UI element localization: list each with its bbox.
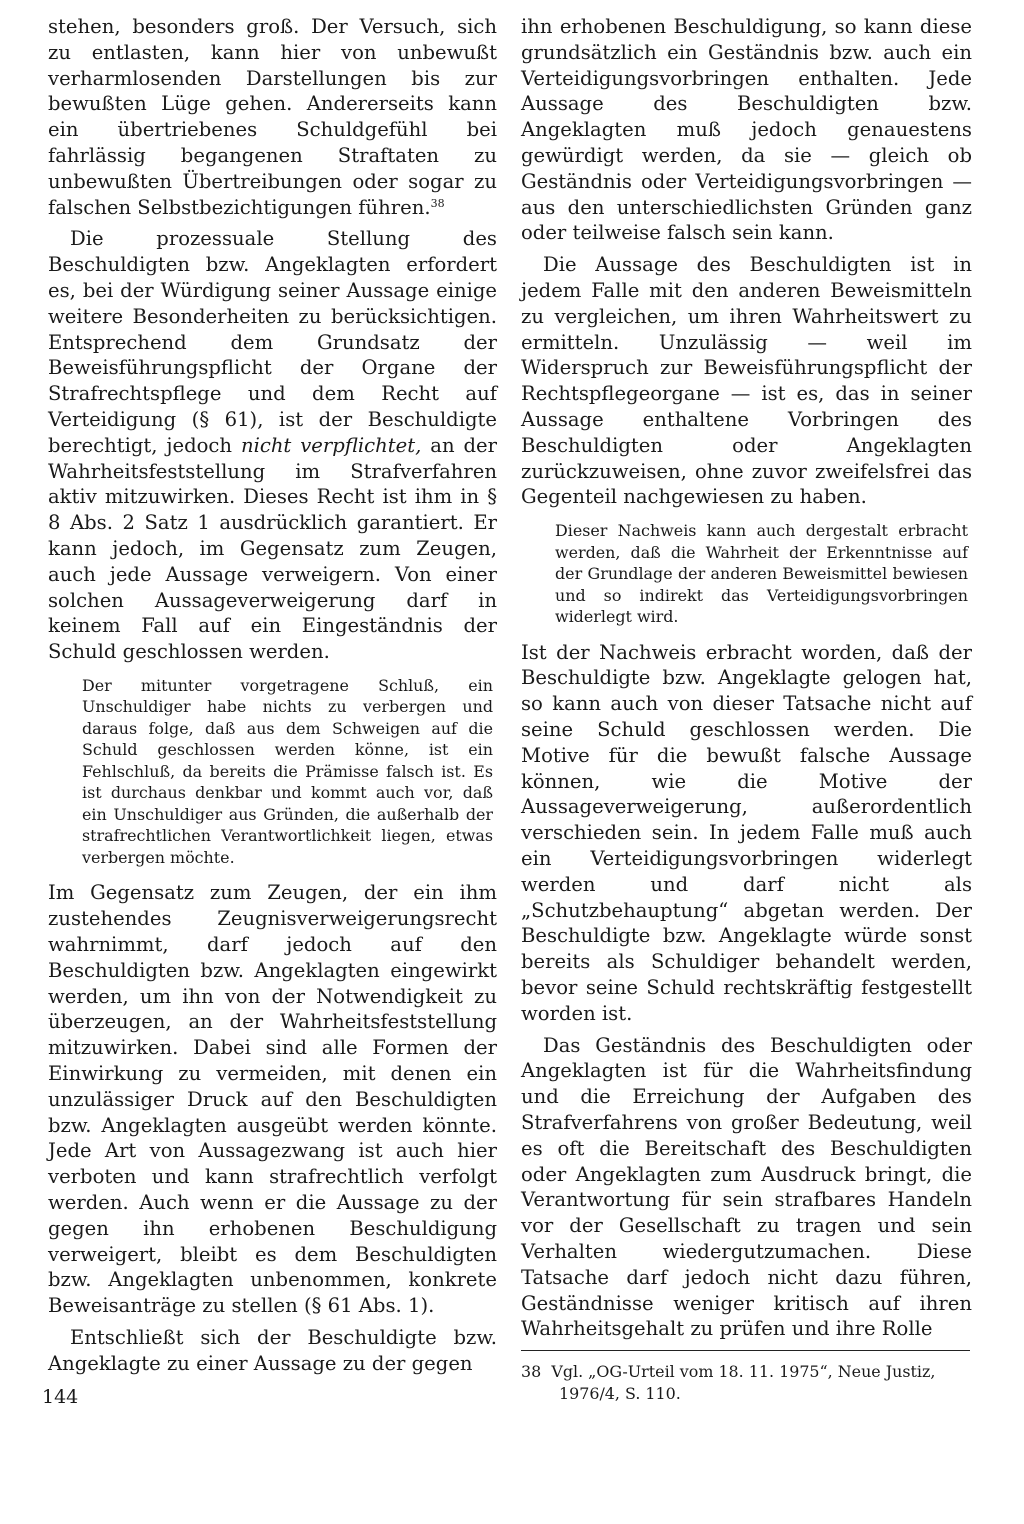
footnote-text: Vgl. „OG-Urteil vom 18. 11. 1975“, Neue Justiz, 1976/4, S. 110.	[551, 1362, 936, 1404]
paragraph: Die Aussage des Beschuldigten ist in jedem Falle mit den anderen Beweismitteln zu vergleichen, um ihren Wahrheitswert zu ermitteln. Unzulässig — weil im Widerspruch zur Beweisführungspflicht der Rechtspflegeorgane — ist es, das in seiner Aussage enthaltene Vorbringen des Beschuldigten oder Angeklagten zurückzuweisen, ohne zuvor zweifelsfrei das Gegenteil nachgewiesen zu haben.	[521, 253, 972, 509]
left-column	[48, 14, 497, 1377]
paragraph: Im Gegensatz zum Zeugen, der ein ihm zustehendes Zeugnisverweigerungsrecht wahrnimmt, darf jedoch auf den Beschuldigten bzw. Angeklagten eingewirkt werden, um ihn von der Notwendigkeit zu überzeugen, an der Wahrheitsfeststellung mitzuwirken. Dabei sind alle Formen der Einwirkung zu vermeiden, mit denen ein unzulässiger Druck auf den Beschuldigten bzw. Angeklagten ausgeübt werden könnte. Jede Art von Aussagezwang ist auch hier verboten und kann strafrechtlich verfolgt werden. Auch wenn er die Aussage zu der gegen ihn erhobenen Beschuldigung verweigert, bleibt es dem Beschuldigten bzw. Angeklagten unbenommen, konkrete Beweisanträge zu stellen (§ 61 Abs. 1).	[48, 881, 497, 1318]
paragraph: ihn erhobenen Beschuldigung, so kann diese grundsätzlich ein Geständnis bzw. auch ein Verteidigungsvorbringen enthalten. Jede Aussage des Beschuldigten bzw. Angeklagten muß jedoch genauestens gewürdigt werden, da sie — gleich ob Geständnis oder Verteidigungsvorbringen — aus den unterschiedlichsten Gründen ganz oder teilweise falsch sein kann.	[521, 15, 972, 245]
paragraph: stehen, besonders groß. Der Versuch, sich zu entlasten, kann hier von unbewußt verharmlosenden Darstellungen bis zur bewußten Lüge gehen. Andererseits kann ein übertriebenes Schuldgefühl bei fahrlässig begangenen Straftaten zu unbewußten Übertreibungen oder sogar zu falschen Selbstbezichtigungen führen.$^{38}$	[48, 15, 497, 219]
note-paragraph: Der mitunter vorgetragene Schluß, ein Unschuldiger habe nichts zu verbergen und daraus folge, daß aus dem Schweigen auf die Schuld geschlossen werden könne, ist ein Fehlschluß, da bereits die Prämisse falsch ist. Es ist durchaus denkbar und kommt auch vor, daß ein Unschuldiger aus Gründen, die außerhalb der strafrechtlichen Verantwortlichkeit liegen, etwas verbergen möchte.	[82, 675, 493, 867]
note-paragraph: Dieser Nachweis kann auch dergestalt erbracht werden, daß die Wahrheit der Erkenntnisse auf der Grundlage der anderen Beweismittel bewiesen und so indirekt das Verteidigungsvorbringen widerlegt wird.	[555, 521, 968, 627]
paragraph: Ist der Nachweis erbracht worden, daß der Beschuldigte bzw. Angeklagte gelogen hat, so kann auch von dieser Tatsache nicht auf seine Schuld geschlossen werden. Die Motive für die bewußt falsche Aussage können, wie die Motive der Aussageverweigerung, außerordentlich verschieden sein. In jedem Falle muß auch ein Verteidigungsvorbringen widerlegt werden und darf nicht als „Schutzbehauptung“ abgetan werden. Der Beschuldigte bzw. Angeklagte würde sonst bereits als Schuldiger behandelt werden, bevor seine Schuld rechtskräftig festgestellt worden ist.	[521, 640, 972, 1025]
paragraph: Das Geständnis des Beschuldigten oder Angeklagten ist für die Wahrheitsfindung und die Erreichung der Aufgaben des Strafverfahrens von großer Bedeutung, weil es oft die Bereitschaft des Beschuldigten oder Angeklagten zum Ausdruck bringt, die Verantwortung für sein strafbares Handeln vor der Gesellschaft zu tragen und sein Verhalten wiedergutzumachen. Diese Tatsache darf jedoch nicht dazu führen, Geständnisse weniger kritisch auf ihren Wahrheitsgehalt zu prüfen und ihre Rolle	[521, 1033, 972, 1341]
footnote-number: 38	[521, 1362, 542, 1382]
page-number: 144	[42, 1386, 79, 1408]
footnote-divider	[521, 1350, 970, 1351]
paragraph: Die prozessuale Stellung des Beschuldigten bzw. Angeklagten erfordert es, bei der Würdigung seiner Aussage einige weitere Besonderheiten zu berücksichtigen. Entsprechend dem Grundsatz der Beweisführungspflicht der Organe der Strafrechtspflege und dem Recht auf Verteidigung (§ 61), ist der Beschuldigte berechtigt, jedoch nicht verpflichtet, an der Wahrheitsfeststellung im Strafverfahren aktiv mitzuwirken. Dieses Recht ist ihm in § 8 Abs. 2 Satz 1 ausdrücklich garantiert. Er kann jedoch, im Gegensatz zum Zeugen, auch jede Aussage verweigern. Von einer solchen Aussageverweigerung darf in keinem Fall auf ein Eingeständnis der Schuld geschlossen werden.	[48, 227, 498, 664]
footnote-reference[interactable]: 38	[430, 196, 445, 210]
emphasis: nicht verpflichtet,	[240, 433, 422, 457]
paragraph: Entschließt sich der Beschuldigte bzw. Angeklagte zu einer Aussage zu der gegen	[48, 1325, 497, 1375]
right-column	[521, 14, 972, 1405]
footnote	[521, 1361, 972, 1405]
